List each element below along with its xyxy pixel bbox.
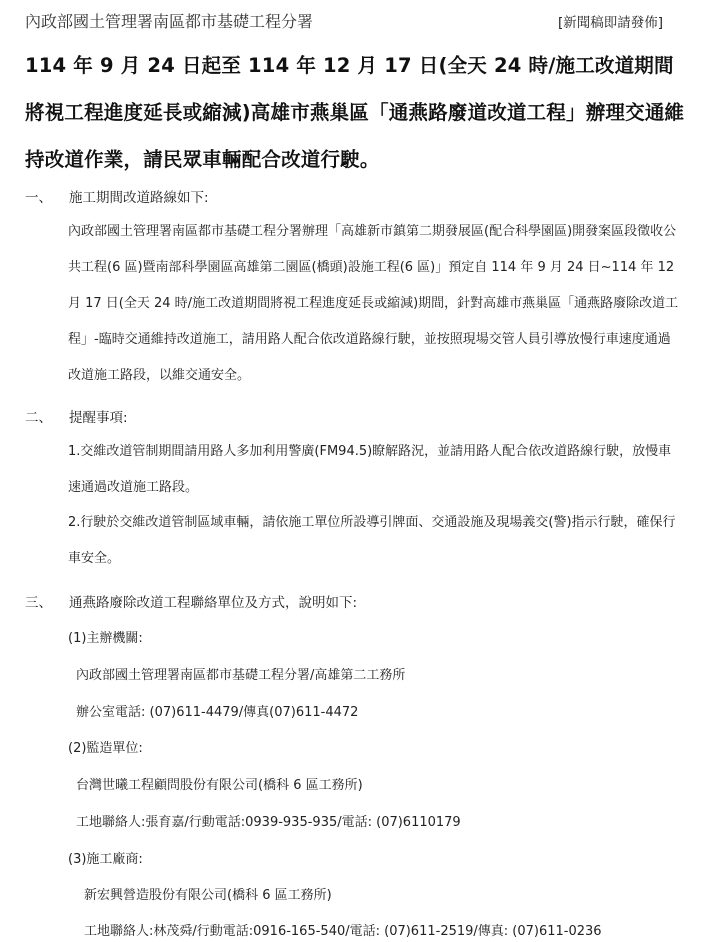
contact-3-org: 新宏興營造股份有限公司(橋科 6 區工務所) xyxy=(84,888,332,903)
section-3-number: 三、 xyxy=(25,595,52,611)
contact-2-org: 台灣世曦工程顧問股份有限公司(橋科 6 區工務所) xyxy=(76,778,363,793)
section-2-title: 提醒事項: xyxy=(69,410,128,426)
contact-1-phone: 辦公室電話: (07)611-4479/傳真(07)611-4472 xyxy=(76,705,359,720)
contact-3-label: (3)施工廠商: xyxy=(68,852,143,867)
contact-1-label: (1)主辦機關: xyxy=(68,631,143,646)
section-1-heading xyxy=(25,186,209,206)
section-1-body: 內政部國土管理署南區都市基礎工程分署辦理「高雄新市鎮第二期發展區(配合科學園區)開發案區段徵收公共工程(6 區)暨南部科學園區高雄第二園區(橋頭)設施工程(6 區)」預定自 114 年 9 月 24 日~114 年 12 月 17 日(全天 24 時/施工改道期間將視工程進度延長或縮減)期間，針對高雄市燕巢區「通燕路廢除改道工程」-臨時交通維持改道施工，請用路人配合依改道路線行駛，並按照現場交管人員引導放慢行車速度通過改道施工路段，以維交通安全。 xyxy=(68,224,679,383)
contact-2-person: 工地聯絡人:張育嘉/行動電話:0939-935-935/電話: (07)6110179 xyxy=(76,815,461,830)
news-title: 114 年 9 月 24 日起至 114 年 12 月 17 日(全天 24 時/施工改道期間將視工程進度延長或縮減)高雄市燕巢區「通燕路廢道改道工程」辦理交通維持改道作業，請民眾車輛配合改道行駛。 xyxy=(25,54,685,171)
reminder-item-2: 2.行駛於交維改道管制區域車輛，請依施工單位所設導引牌面、交通設施及現場義交(警)指示行駛，確保行車安全。 xyxy=(68,515,676,566)
contact-3-person: 工地聯絡人:林茂舜/行動電話:0916-165-540/電話: (07)611-2519/傳真: (07)611-0236 xyxy=(84,924,602,939)
agency-name: 內政部國土管理署南區都市基礎工程分署 xyxy=(25,12,314,31)
contact-1-org: 內政部國土管理署南區都市基礎工程分署/高雄第二工務所 xyxy=(76,668,406,683)
section-2-heading xyxy=(25,406,128,426)
section-3-heading xyxy=(25,591,357,611)
section-2-number: 二、 xyxy=(25,410,52,426)
section-3-title: 通燕路廢除改道工程聯絡單位及方式，說明如下: xyxy=(69,595,358,611)
contact-2-label: (2)監造單位: xyxy=(68,741,143,756)
section-1-number: 一、 xyxy=(25,190,52,206)
release-tag: [新聞稿即請發佈] xyxy=(557,15,663,31)
section-1-title: 施工期間改道路線如下: xyxy=(69,190,209,206)
reminder-item-1: 1.交維改道管制期間請用路人多加利用警廣(FM94.5)瞭解路況，並請用路人配合依改道路線行駛，放慢車速通過改道施工路段。 xyxy=(68,444,672,495)
